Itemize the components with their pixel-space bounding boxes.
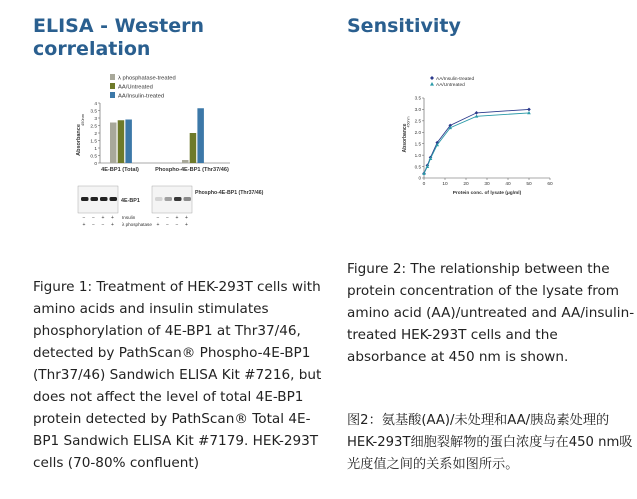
y-tick-label: 0: [94, 161, 97, 167]
blot-band: [155, 197, 163, 201]
x-tick-label: 50: [526, 182, 532, 187]
blot-sign-row2: +: [156, 222, 160, 228]
blot-label-total: 4E-BP1: [121, 198, 140, 204]
blot-sign-row2: +: [111, 222, 114, 228]
blot-sign-row1: +: [175, 215, 179, 221]
x-category-label-1: Phospho-4E-BP1 (Thr37/46): [155, 167, 229, 173]
y-tick-label: 1.5: [414, 141, 421, 147]
bar-0-2: [125, 120, 131, 164]
blot-band: [165, 197, 173, 201]
x-tick-label: 0: [422, 182, 426, 187]
x-axis-label: Protein conc. of lysate (μg/ml): [452, 191, 522, 196]
y-tick-label: 4: [94, 101, 97, 107]
blot-sign-row2: −: [166, 222, 169, 228]
blot-band: [91, 197, 99, 201]
blot-sign-row1: −: [156, 215, 160, 221]
y-tick-label: 0: [418, 175, 421, 181]
x-tick-label: 40: [505, 182, 511, 187]
y-tick-label: 2.5: [414, 118, 421, 124]
legend-label-1: AA/Untreated: [118, 84, 153, 91]
legend-label-1: AA/Untreated: [436, 82, 465, 88]
data-point-0-6: [527, 108, 531, 112]
blot-sign-row1: +: [101, 215, 105, 221]
blot-sign-row2: +: [185, 222, 188, 228]
y-axis-label-sub: 450nm: [406, 116, 411, 128]
legend-marker-0: [430, 76, 434, 80]
legend-swatch-1: [110, 83, 115, 89]
figure-2-caption-zh: 图2：氨基酸(AA)/未处理和AA/胰岛素处理的HEK-293T细胞裂解物的蛋白浓度与在450 nm吸光度值之间的关系如图所示。: [347, 413, 633, 472]
y-axis-label: Absorbance: [76, 124, 82, 156]
x-category-label-0: 4E-BP1 (Total): [101, 167, 139, 173]
blot-sign-row2: +: [82, 222, 86, 228]
legend-marker-1: [430, 82, 434, 86]
x-tick-label: 60: [547, 182, 553, 187]
y-axis-label: Absorbance: [402, 123, 408, 153]
blot-label-phospho: Phospho-4E-BP1 (Thr37/46): [195, 190, 264, 196]
bar-1-2: [197, 108, 204, 163]
bar-1-1: [190, 133, 197, 163]
blot-band: [174, 197, 182, 201]
y-tick-label: 3.0: [414, 107, 421, 113]
figure-2-caption: Figure 2: The relationship between the protein concentration of the lysate from amino acid (AA)/untreated and AA/insulin-treated HEK-293T cells and the absorbance at 450 nm is shown.: [347, 261, 635, 365]
y-axis-label-sub: 450nm: [80, 113, 85, 127]
y-tick-label: 2: [94, 131, 97, 137]
y-tick-label: 1: [94, 146, 97, 152]
elisa-western-figure: [70, 68, 264, 238]
legend-label-0: AA/Insulin-treated: [436, 76, 475, 82]
y-tick-label: 0.5: [90, 154, 97, 160]
legend-swatch-2: [110, 92, 115, 98]
legend-label-0: λ phosphatase-treated: [118, 75, 176, 82]
x-tick-label: 30: [484, 182, 490, 187]
bar-1-0: [182, 160, 189, 163]
legend-swatch-0: [110, 74, 115, 80]
y-tick-label: 3: [94, 116, 97, 122]
blot-sign-row2: −: [92, 222, 95, 228]
legend-label-2: AA/Insulin-treated: [118, 93, 165, 100]
y-tick-label: 0.5: [414, 164, 421, 170]
blot-sign-row1: +: [185, 215, 188, 221]
right-heading: Sensitivity: [347, 15, 461, 37]
blot-band: [100, 197, 108, 201]
blot-band: [110, 197, 118, 201]
blot-row-label: λ phosphatase: [122, 222, 152, 227]
blot-sign-row1: +: [111, 215, 114, 221]
blot-sign-row1: −: [166, 215, 169, 221]
blot-band: [81, 197, 89, 201]
blot-sign-row2: −: [101, 222, 105, 228]
y-tick-label: 1.5: [90, 139, 97, 145]
bar-0-0: [110, 123, 117, 164]
x-tick-label: 20: [463, 182, 469, 187]
blot-band: [184, 197, 192, 201]
blot-sign-row1: −: [82, 215, 86, 221]
left-heading: ELISA - Western correlation: [33, 15, 204, 60]
bar-0-1: [118, 120, 125, 163]
data-point-0-5: [475, 111, 479, 115]
y-tick-label: 2.5: [90, 124, 97, 130]
sensitivity-figure: [400, 70, 560, 200]
series-line-1: [424, 113, 529, 173]
y-tick-label: 3.5: [414, 95, 421, 101]
blot-sign-row1: −: [92, 215, 95, 221]
y-tick-label: 1.0: [414, 152, 421, 158]
blot-row-label: Insulin: [122, 215, 136, 220]
y-tick-label: 2.0: [414, 129, 421, 135]
blot-sign-row2: −: [175, 222, 179, 228]
y-tick-label: 3.5: [90, 109, 97, 115]
figure-1-caption: Figure 1: Treatment of HEK-293T cells with amino acids and insulin stimulates phosphorylation of 4E-BP1 at Thr37/46, detected by PathScan® Phospho-4E-BP1 (Thr37/46) Sandwich ELISA Kit #7216, but does not affect the level of total 4E-BP1 protein detected by PathScan® Total 4E-BP1 Sandwich ELISA Kit #7179. HEK-293T cells (70-80% confluent): [33, 279, 322, 471]
x-tick-label: 10: [442, 182, 448, 187]
